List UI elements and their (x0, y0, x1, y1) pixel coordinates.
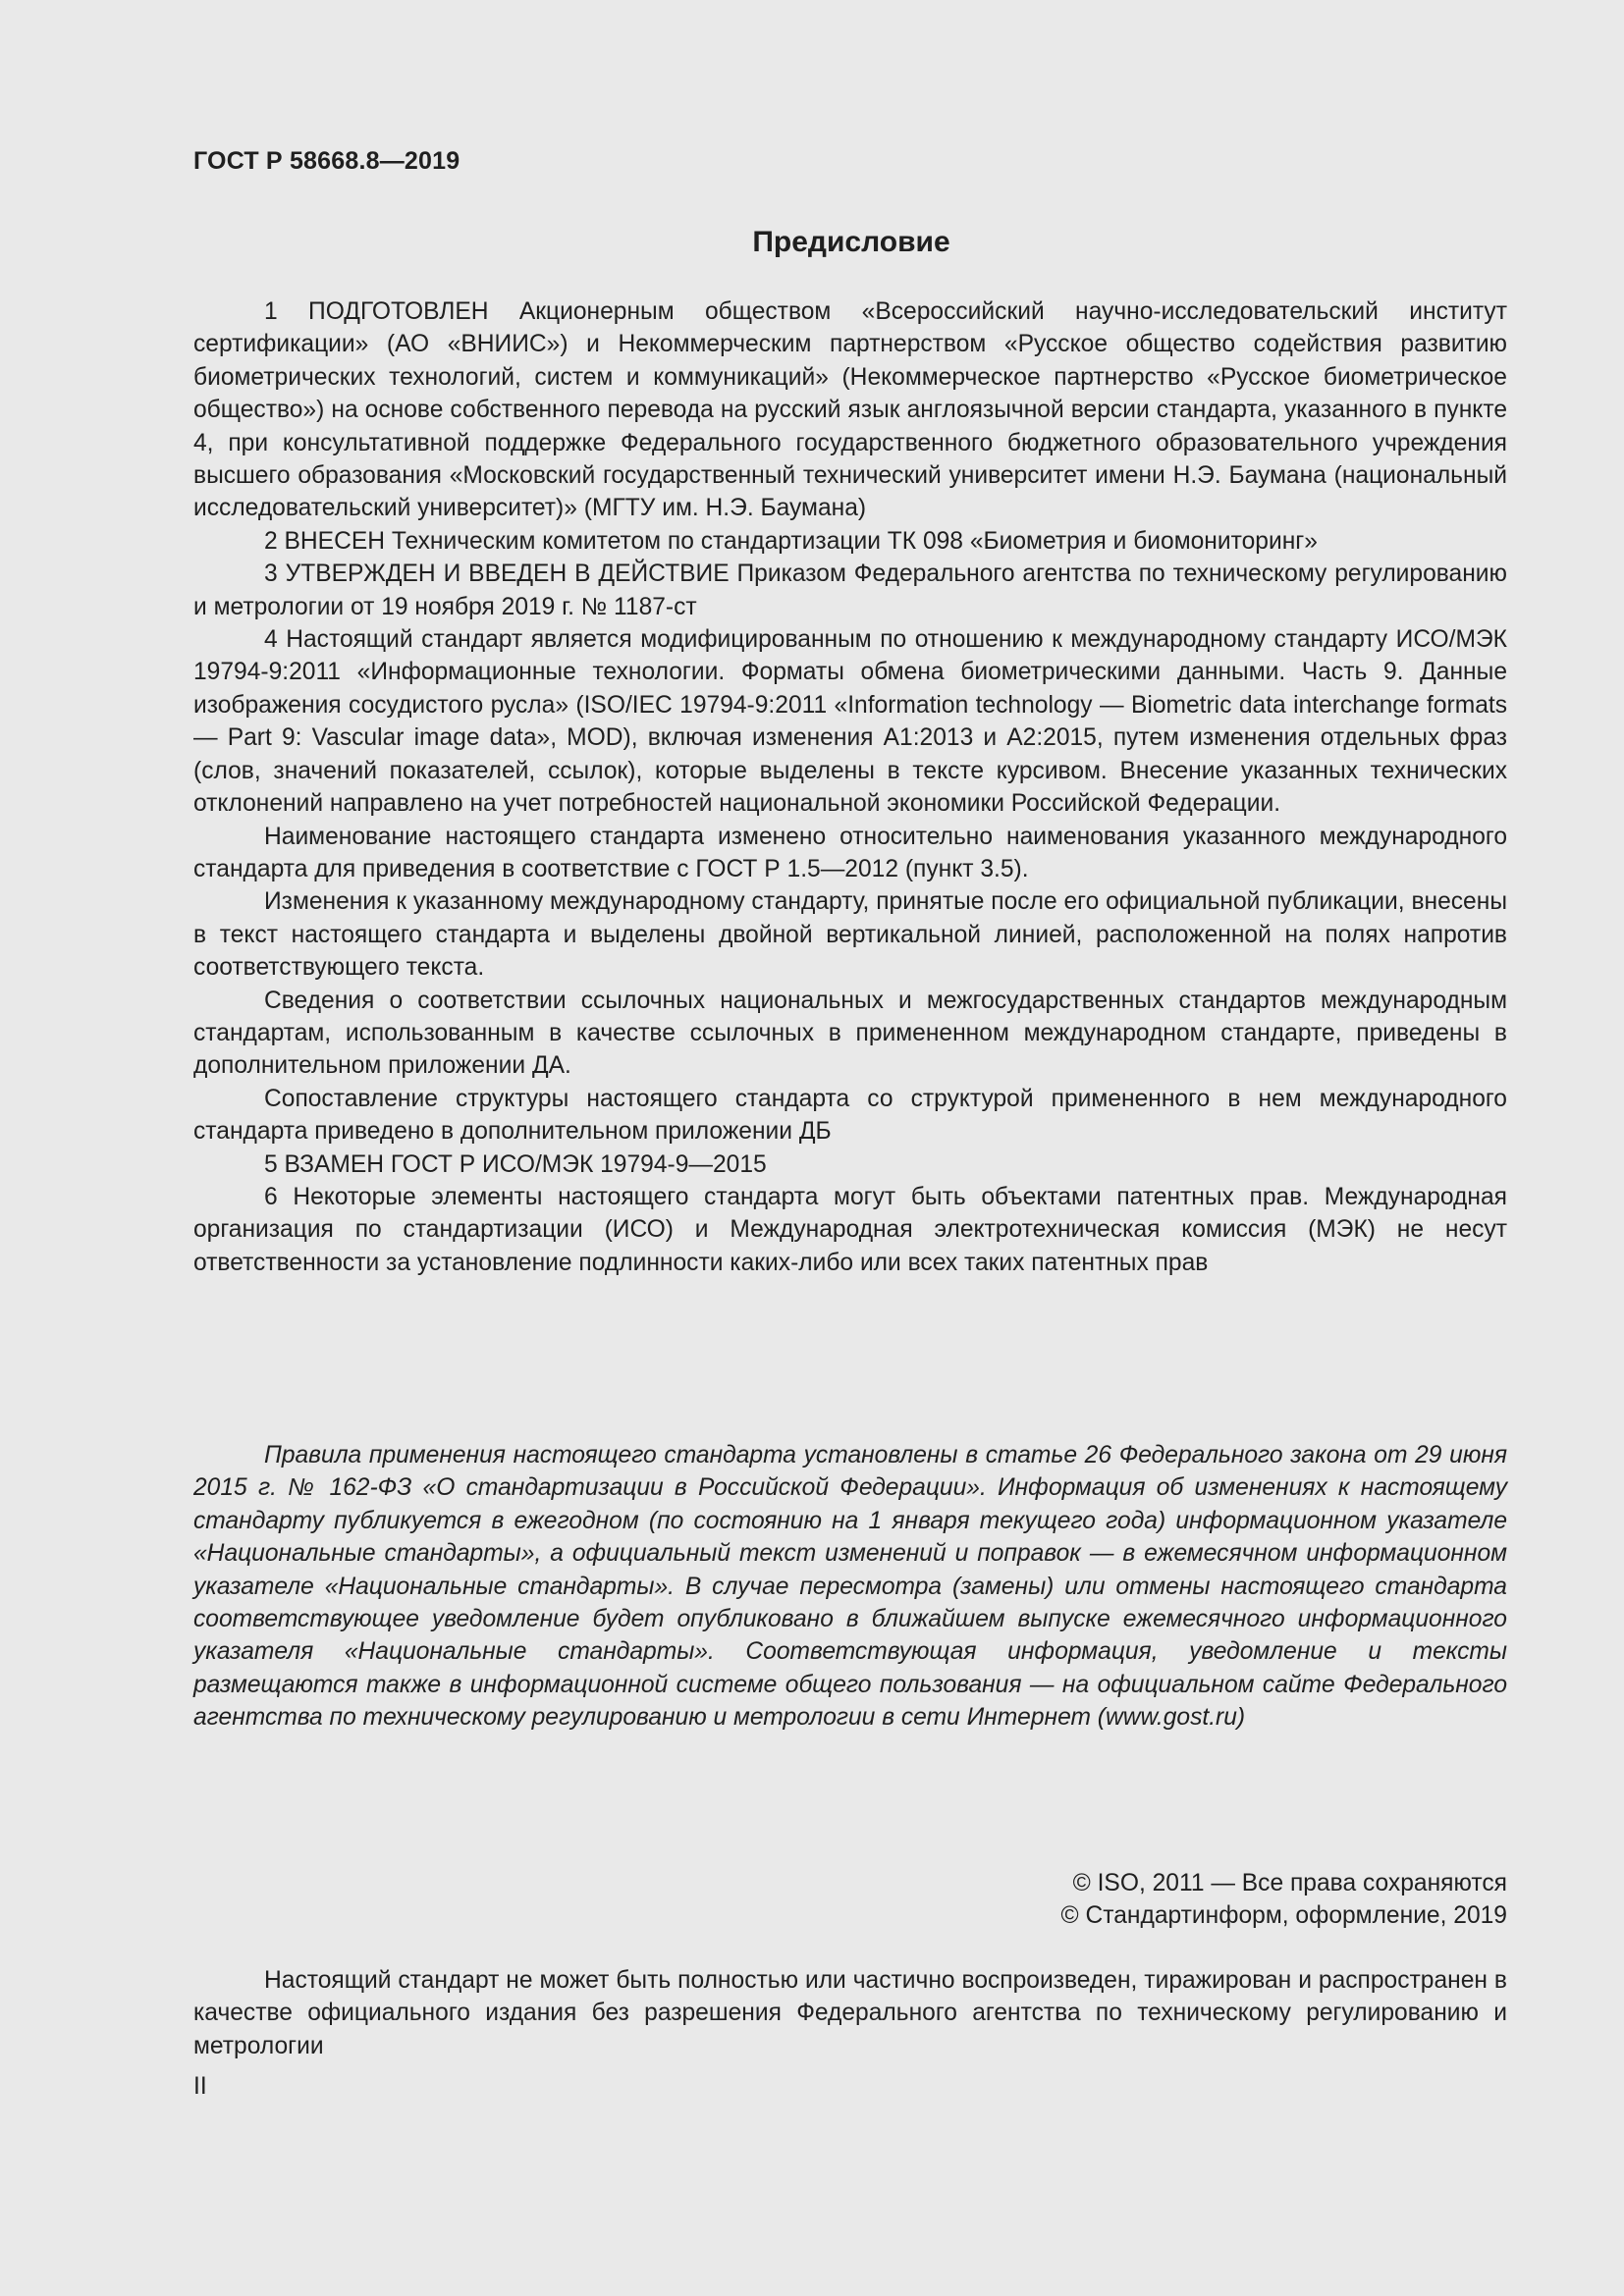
reproduction-notice-text: Настоящий стандарт не может быть полностью или частично воспроизведен, тиражирован и распространен в качестве официального издания без разрешения Федерального агентства по техническому регулированию и метрологии (193, 1967, 1507, 2059)
foreword-title: Предисловие (752, 226, 950, 258)
copyright-block (1061, 1867, 1507, 1933)
document-id: ГОСТ Р 58668.8—2019 (193, 147, 460, 175)
foreword-item-2: 2 ВНЕСЕН Техническим комитетом по стандартизации ТК 098 «Биометрия и биомониторинг» (264, 527, 1318, 555)
foreword-item-3: 3 УТВЕРЖДЕН И ВВЕДЕН В ДЕЙСТВИЕ Приказом Федерального агентства по техническому регулированию и метрологии от 19 ноября 2019 г. № 1187-ст (193, 561, 1507, 620)
foreword-body (193, 295, 1507, 1279)
foreword-item-6: 6 Некоторые элементы настоящего стандарта могут быть объектами патентных прав. Международная организация по стандартизации (ИСО) и Международная электротехническая комиссия (МЭК) не несут ответственности за установление подлинности каких-либо или всех таких патентных прав (193, 1183, 1507, 1276)
foreword-item-5: 5 ВЗАМЕН ГОСТ Р ИСО/МЭК 19794-9—2015 (264, 1150, 767, 1178)
rules-notice (193, 1439, 1507, 1735)
foreword-item-1: 1 ПОДГОТОВЛЕН Акционерным обществом «Всероссийский научно-исследовательский институт сертификации» (АО «ВНИИС») и Некоммерческим партнерством «Русское общество содействия развитию биометрических технологий, систем и коммуникаций» (Некоммерческое партнерство «Русское биометрическое общество») на основе собственного перевода на русский язык англоязычной версии стандарта, указанного в пункте 4, при консультативной поддержке Федерального государственного бюджетного образовательного учреждения высшего образования «Московский государственный технический университет имени Н.Э. Баумана (национальный исследовательский университет)» (МГТУ им. Н.Э. Баумана) (193, 298, 1507, 522)
page-number: II (193, 2073, 207, 2100)
foreword-item-4-title-change: Наименование настоящего стандарта изменено относительно наименования указанного международного стандарта для приведения в соответствие с ГОСТ Р 1.5—2012 (пункт 3.5). (193, 823, 1507, 882)
rules-notice-text: Правила применения настоящего стандарта установлены в статье 26 Федерального закона от 29 июня 2015 г. № 162-ФЗ «О стандартизации в Российской Федерации». Информация об изменениях к настоящему стандарту публикуется в ежегодном (по состоянию на 1 января текущего года) информационном указателе «Национальные стандарты», а официальный текст изменений и поправок — в ежемесячном информационном указателе «Национальные стандарты». В случае пересмотра (замены) или отмены настоящего стандарта соответствующее уведомление будет опубликовано в ближайшем выпуске ежемесячного информационного указателя «Национальные стандарты». Соответствующая информация, уведомление и тексты размещаются также в информационной системе общего пользования — на официальном сайте Федерального агентства по техническому регулированию и метрологии в сети Интернет (www.gost.ru) (193, 1442, 1507, 1732)
copyright-standartinform: © Стандартинформ, оформление, 2019 (1060, 1902, 1507, 1930)
reproduction-notice (193, 1964, 1507, 2062)
copyright-iso: © ISO, 2011 — Все права сохраняются (1072, 1870, 1507, 1896)
foreword-item-4: 4 Настоящий стандарт является модифицированным по отношению к международному стандарту ИСО/МЭК 19794-9:2011 «Информационные технологии. Форматы обмена биометрическими данными. Часть 9. Данные изображения сосудистого русла» (ISO/IEC 19794-9:2011 «Information technology — Biometric data interchange formats — Part 9: Vascular image data», MOD), включая изменения A1:2013 и A2:2015, путем изменения отдельных фраз (слов, значений показателей, ссылок), которые выделены в тексте курсивом. Внесение указанных технических отклонений направлено на учет потребностей национальной экономики Российской Федерации. (193, 626, 1507, 818)
foreword-item-4-structure: Сопоставление структуры настоящего стандарта со структурой примененного в нем международного стандарта приведено в дополнительном приложении ДБ (193, 1085, 1507, 1146)
foreword-item-4-amendments: Изменения к указанному международному стандарту, принятые после его официальной публикации, внесены в текст настоящего стандарта и выделены двойной вертикальной линией, расположенной на полях напротив соответствующего текста. (193, 888, 1507, 982)
foreword-item-4-references: Сведения о соответствии ссылочных национальных и межгосударственных стандартов международным стандартам, использованным в качестве ссылочных в примененном международном стандарте, приведены в дополнительном приложении ДА. (193, 987, 1507, 1080)
